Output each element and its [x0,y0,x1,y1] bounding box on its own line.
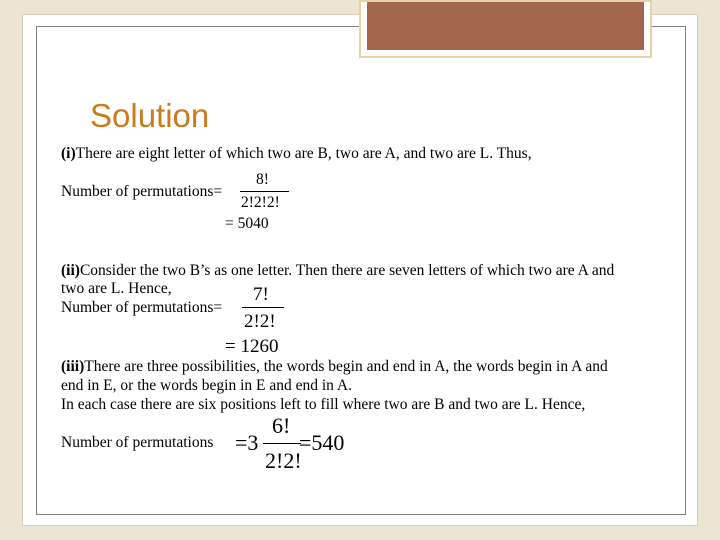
part2-text-line1: Consider the two B’s as one letter. Then there are seven letters of which two are A and [79,262,615,279]
decorative-tab [359,0,652,58]
part2-fraction-bar [242,307,284,308]
part1-numerator: 8! [256,171,269,188]
part3-text-line2: end in E, or the words begin in E and end in A. [61,377,353,394]
part1-result: = 5040 [225,215,269,232]
part2-denominator: 2!2! [244,311,276,332]
slide-title: Solution [90,97,210,134]
part3-prefix: =3 [235,430,259,455]
part3-denominator: 2!2! [265,448,302,473]
part1-fraction-bar [240,191,289,192]
part2-text-line2: two are L. Hence, [61,280,172,297]
part3-fraction-bar [263,443,301,444]
part1-formula-label: Number of permutations= [61,183,223,200]
part1-denominator: 2!2!2! [241,194,280,211]
part2-result: = 1260 [225,336,279,357]
part3-label: (iii) [61,358,85,375]
part3-paragraph-line1 [61,358,608,376]
part1-text: There are eight letter of which two are B, two are A, and two are L. Thus, [75,145,532,162]
part3-result: =540 [299,430,345,455]
part1-paragraph [61,145,532,163]
part3-numerator: 6! [272,413,291,438]
part2-label: (ii) [61,262,80,279]
part3-text-line3: In each case there are six positions left to fill where two are B and two are L. Hence, [61,396,586,413]
part2-paragraph-line1 [61,262,614,280]
part2-formula-label: Number of permutations= [61,299,223,316]
part3-text-line1: There are three possibilities, the words begin and end in A, the words begin in A and [84,358,608,375]
decorative-tab-fill [367,2,644,50]
part3-formula-label: Number of permutations [61,434,214,451]
part1-label: (i) [61,145,76,162]
part2-numerator: 7! [253,284,269,305]
